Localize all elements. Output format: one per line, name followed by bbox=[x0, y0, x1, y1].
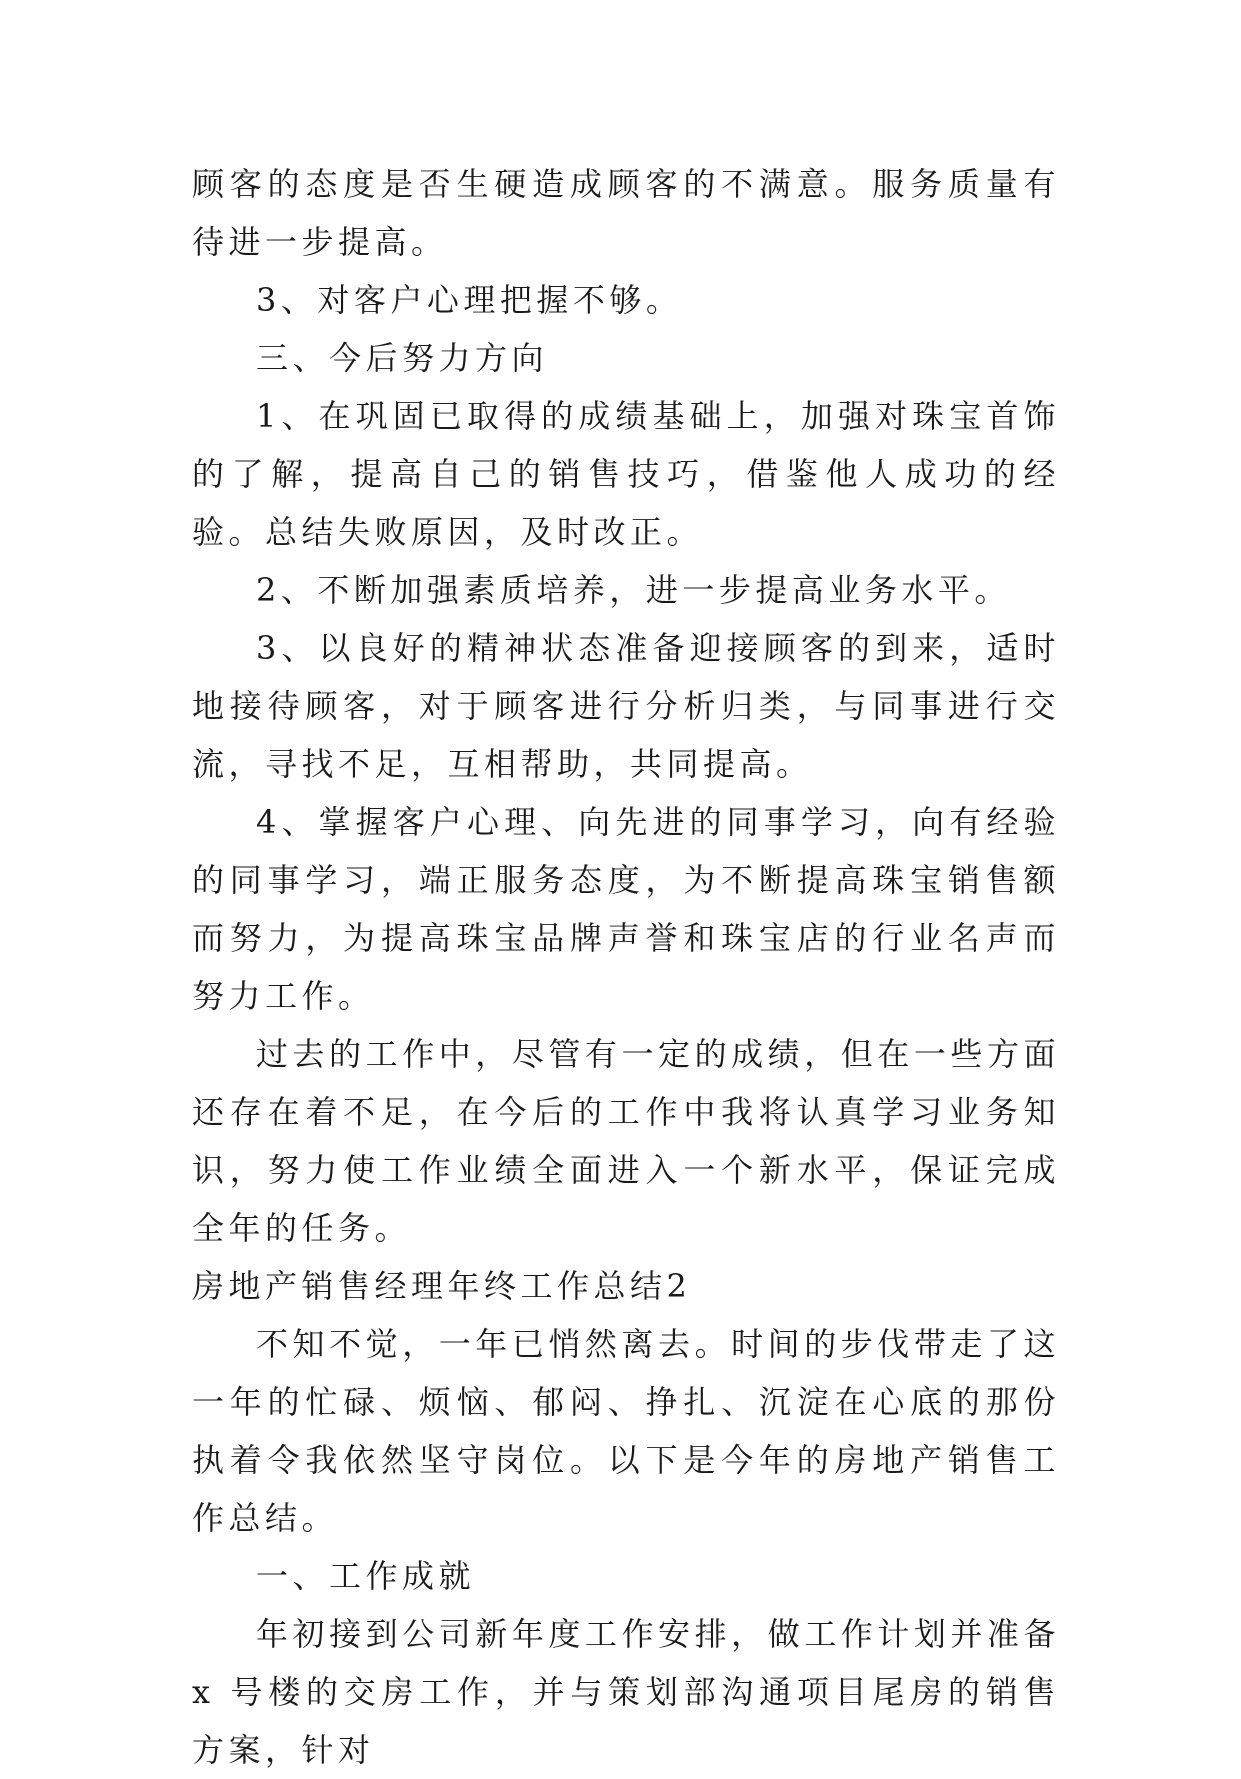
paragraph-customer-psychology: 3、对客户心理把握不够。 bbox=[256, 281, 683, 319]
paragraph-item-2: 2、不断加强素质培养，进一步提高业务水平。 bbox=[256, 571, 1011, 609]
article-title-2: 房地产销售经理年终工作总结2 bbox=[192, 1267, 692, 1305]
section-heading-achievements: 一、工作成就 bbox=[256, 1557, 476, 1595]
paragraph-item-4: 4、掌握客户心理、向先进的同事学习，向有经验的同事学习，端正服务态度，为不断提高珠宝销售额而努力，为提高珠宝品牌声誉和珠宝店的行业名声而努力工作。 bbox=[192, 803, 1060, 1015]
paragraph-conclusion: 过去的工作中，尽管有一定的成绩，但在一些方面还存在着不足，在今后的工作中我将认真学习业务知识，努力使工作业绩全面进入一个新水平，保证完成全年的任务。 bbox=[192, 1035, 1060, 1247]
paragraph-intro: 不知不觉，一年已悄然离去。时间的步伐带走了这一年的忙碌、烦恼、郁闷、挣扎、沉淀在心底的那份执着令我依然坚守岗位。以下是今年的房地产销售工作总结。 bbox=[192, 1325, 1060, 1537]
paragraph-achievements: 年初接到公司新年度工作安排，做工作计划并准备 x 号楼的交房工作，并与策划部沟通项目尾房的销售方案，针对 bbox=[192, 1615, 1060, 1769]
section-heading-future-direction: 三、今后努力方向 bbox=[256, 339, 549, 377]
paragraph-item-1: 1、在巩固已取得的成绩基础上，加强对珠宝首饰的了解，提高自己的销售技巧，借鉴他人成功的经验。总结失败原因，及时改正。 bbox=[192, 397, 1060, 551]
paragraph-item-3: 3、以良好的精神状态准备迎接顾客的到来，适时地接待顾客，对于顾客进行分析归类，与同事进行交流，寻找不足，互相帮助，共同提高。 bbox=[192, 629, 1060, 783]
paragraph-service-quality: 顾客的态度是否生硬造成顾客的不满意。服务质量有待进一步提高。 bbox=[192, 165, 1060, 261]
document-body bbox=[192, 155, 1060, 1779]
